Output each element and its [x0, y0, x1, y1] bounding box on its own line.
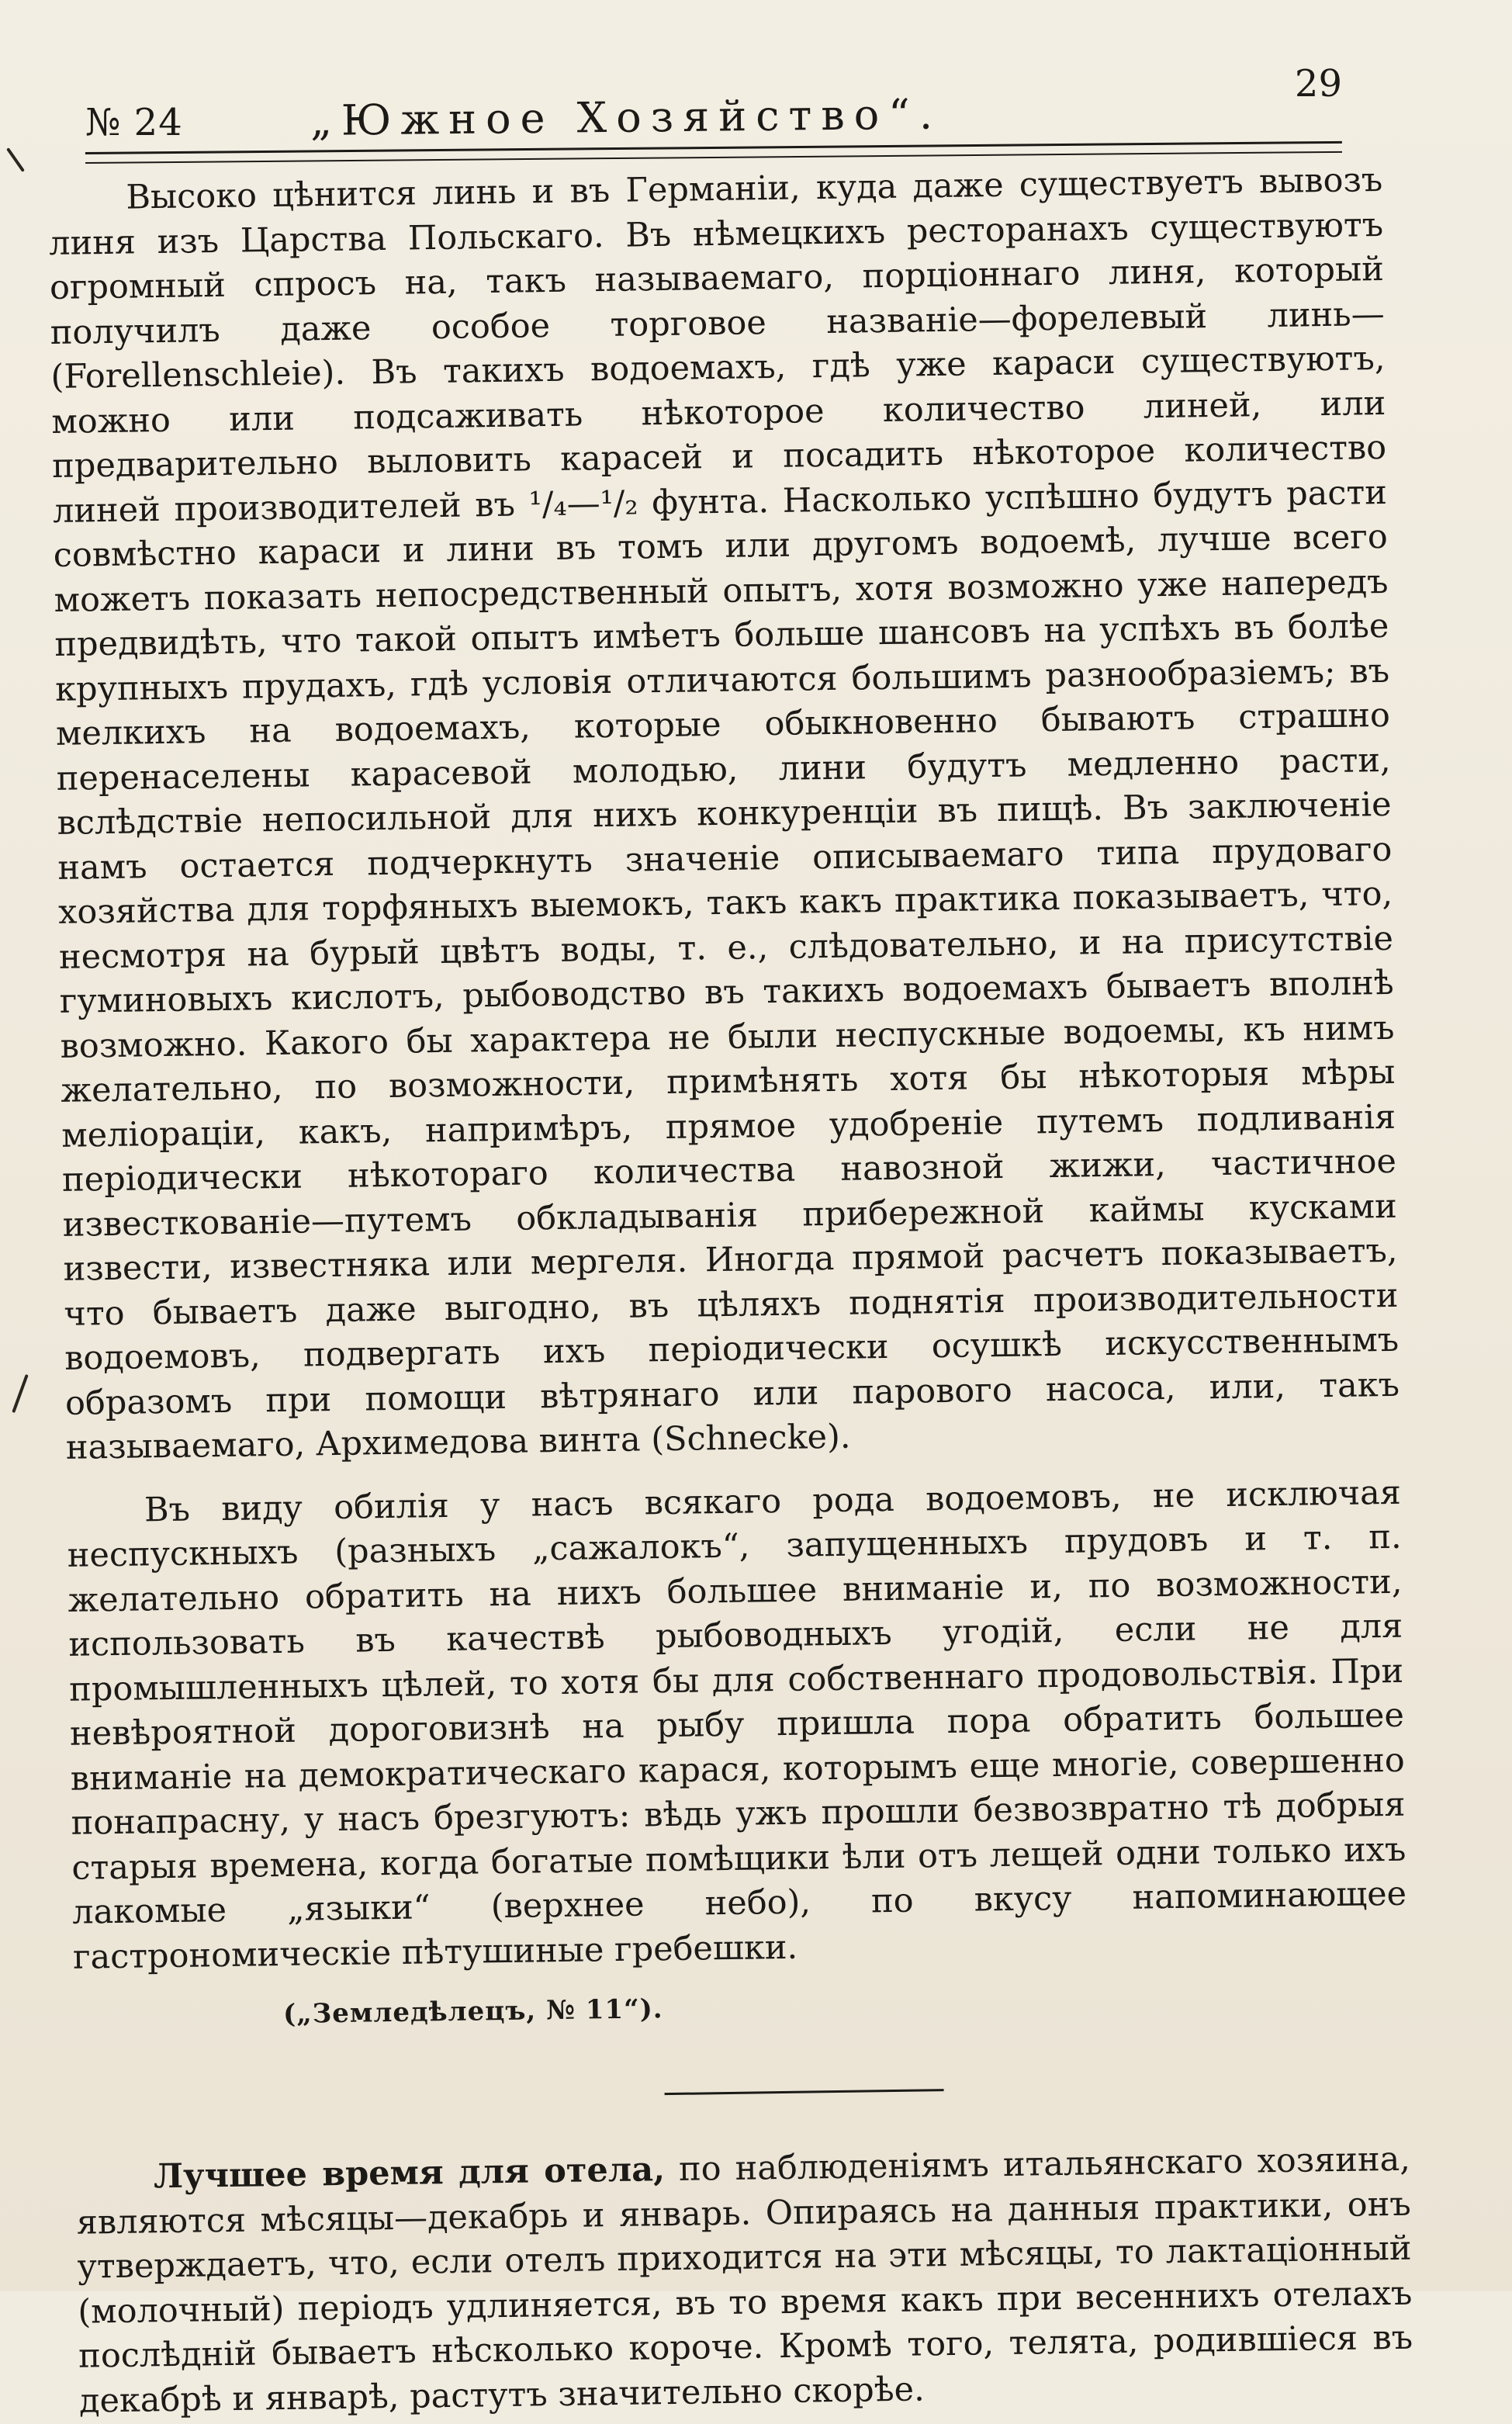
section-divider	[665, 2089, 944, 2095]
page-number: 29	[1294, 62, 1342, 106]
note-lead: Лучшее время для отела,	[153, 2150, 666, 2197]
issue-number: № 24	[85, 101, 183, 144]
source-citation: („Земледѣлецъ, № 11“).	[282, 1993, 663, 2030]
note-text: по наблюденіямъ итальянскаго хозяина, являются мѣсяцы—декабрь и январь. Опираясь на данныя практики, онъ утверждаетъ, что, если отелъ приходится на эти мѣсяцы, то лактаціонный (молочный) періодъ удлиняется, въ то время какъ при весеннихъ отелахъ послѣдній бываетъ нѣсколько короче. Кромѣ того, телята, родившіеся въ декабрѣ и январѣ, растутъ значительно скорѣе.	[76, 2139, 1413, 2421]
margin-mark-middle	[12, 1374, 29, 1413]
page-header	[85, 56, 1342, 145]
note-paragraph	[76, 2138, 1414, 2424]
paragraph-1: Высоко цѣнится линь и въ Германіи, куда даже существуетъ вывозъ линя изъ Царства Польскаго. Въ нѣмецкихъ ресторанахъ существуютъ огромный спросъ на, такъ называемаго, порціоннаго линя, который получилъ даже особое торговое названіе—форелевый линь—(Forellenschleie). Въ такихъ водоемахъ, гдѣ уже караси существуютъ, можно или подсаживать нѣкоторое количество линей, или предварительно выловить карасей и посадить нѣкоторое количество линей производителей въ ¹/₄—¹/₂ фунта. Насколько успѣшно будутъ расти совмѣстно караси и лини въ томъ или другомъ водоемѣ, лучше всего можетъ показать непосредственный опытъ, хотя возможно уже напередъ предвидѣть, что такой опытъ имѣетъ больше шансовъ на успѣхъ въ болѣе крупныхъ прудахъ, гдѣ условія отличаются большимъ разнообразіемъ; въ мелкихъ на водоемахъ, которые обыкновенно бываютъ страшно перенаселены карасевой молодью, лини будутъ медленно расти, вслѣдствіе непосильной для нихъ конкуренціи въ пищѣ. Въ заключеніе намъ остается подчеркнуть значеніе описываемаго типа прудоваго хозяйства для торфяныхъ выемокъ, такъ какъ практика показываетъ, что, несмотря на бурый цвѣтъ воды, т. е., слѣдовательно, и на присутствіе гуминовыхъ кислотъ, рыбоводство въ такихъ водоемахъ бываетъ вполнѣ возможно. Какого бы характера не были неспускные водоемы, къ нимъ желательно, по возможности, примѣнять хотя бы нѣкоторыя мѣры меліораціи, какъ, напримѣръ, прямое удобреніе путемъ подливанія періодически нѣкотораго количества навозной жижи, частичное известкованіе—путемъ обкладыванія прибережной каймы кусками извести, известняка или мергеля. Иногда прямой расчетъ показываетъ, что бываетъ даже выгодно, въ цѣляхъ поднятія производительности водоемовъ, подвергать ихъ періодически осушкѣ искусственнымъ образомъ при помощи вѣтрянаго или парового насоса, или, такъ называемаго, Архимедова винта (Schnecke).	[48, 160, 1400, 1467]
journal-title: „Южное Хозяйство“.	[310, 89, 943, 145]
margin-mark-top	[6, 147, 25, 172]
paragraph-2: Въ виду обилія у насъ всякаго рода водоемовъ, не исключая неспускныхъ (разныхъ „сажалокъ“, запущенныхъ прудовъ и т. п. желательно обратить на нихъ большее вниманіе и, по возможности, использовать въ качествѣ рыбоводныхъ угодій, если не для промышленныхъ цѣлей, то хотя бы для собственнаго продовольствія. При невѣроятной дороговизнѣ на рыбу пришла пора обратить большее вниманіе на демократическаго карася, которымъ еще многіе, совершенно понапрасну, у насъ брезгуютъ: вѣдь ужъ прошли безвозвратно тѣ добрыя старыя времена, когда богатые помѣщики ѣли отъ лещей одни только ихъ лакомые „языки“ (верхнее небо), по вкусу напоминающее гастрономическіе пѣтушиные гребешки.	[67, 1473, 1407, 1977]
header-rule	[85, 141, 1342, 164]
article-body	[48, 158, 1413, 2424]
